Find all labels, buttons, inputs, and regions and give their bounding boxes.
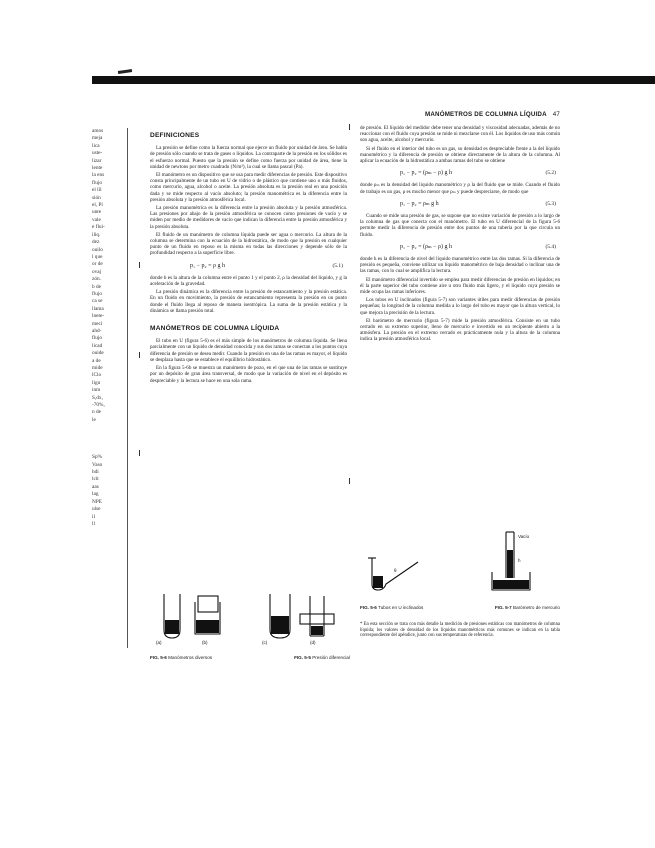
margin-fragment: el líl [92,187,102,194]
margin-fragment: ouilo [92,246,103,253]
equation-5-3 [400,201,556,207]
manometer-figure-svg [150,590,350,648]
equation-text: p₁ − p₂ = (ρₘ − ρ) g h [400,170,452,177]
paragraph: El tubo en U (figura 5-6) es el más simple de los manómetros de columna líquida. Se llena parcialmente con un líquido de densidad conocida y sus dos ramas se conectan a los puntos cuya diferencia de presión se desea medir. Cuando la presión en una de las ramas es mayor, el líquido se desplaza hasta que se establece el equilibrio hidrostático. [150,338,347,363]
margin-fragment: il [92,513,95,520]
svg-text:(a): (a) [156,640,162,645]
paragraph: El barómetro de mercurio (figura 5-7) mide la presión atmosférica. Consiste en un tubo cerrado en su extremo superior, lleno de mercurio e invertido en un recipiente abierto a la atmósfera. La presión en el extremo cerrado es prácticamente nula y la altura de la columna indica la presión atmosférica local. [360,317,560,343]
margin-fragment: dez [92,239,100,246]
margin-fragment: lcit [92,476,99,483]
paragraph: El manómetro diferencial invertido se emplea para medir diferencias de presión en líquidos; en él la parte superior del tubo contiene aire u otro fluido más ligero, y el líquido cuya presión se mide ocupa las ramas inferiores. [360,276,560,296]
margin-tick [139,450,140,456]
margin-fragment: ligu [92,379,101,386]
equation-number: (5.4) [545,243,556,250]
margin-fragment: n de [92,409,101,416]
margin-fragment: ouide [92,350,104,357]
margin-fragment: ovaj [92,268,102,275]
margin-fragment: uste- [92,150,103,157]
margin-fragment: licad [92,342,103,349]
figure-caption: FIG. 5-7 Barómetro de mercurio [494,605,560,610]
margin-fragment: meja [92,135,103,142]
margin-fragment: el, Pi [92,202,103,209]
equation-text: p₁ − p₂ = ρ g h [190,262,225,269]
margin-fragment: mide [92,365,103,371]
margin-fragment: lClo [92,372,102,379]
margin-fragment: ahd- [92,327,102,334]
right-column [360,125,560,345]
margin-fragment: lag [92,491,99,498]
margin-fragment: a de [92,357,101,364]
paragraph: La presión dinámica es la diferencia entre la presión de estancamiento y la presión estática. En un fluido en movimiento, la presión de estancamiento representa la presión en un punto donde el fluido llega al reposo de manera isentrópica. La suma de la presión estática y la dinámica se llama presión total. [150,289,347,314]
paragraph: donde ρₘ es la densidad del líquido manométrico y ρ la del fluido que se mide. Cuando el fluido de trabajo es un gas, ρ es mucho menor que ρₘ y puede despreciarse, de modo que [360,182,560,195]
left-figures [150,590,350,660]
paragraph: La presión se define como la fuerza normal que ejerce un fluido por unidad de área. Se habla de presión sólo cuando se trata de gases o líquidos. La contraparte de la presión en los sólidos es el esfuerzo normal. Puesto que la presión se define como fuerza por unidad de área, tiene la unidad de newtons por metro cuadrado (N/m²), la cual se llama pascal (Pa). [150,145,347,170]
margin-fragment: amos [92,128,104,134]
equation-number: (5.3) [545,200,556,207]
margin-fragment: ll [92,520,95,527]
svg-text:(c): (c) [262,640,268,645]
equation-number: (5.1) [332,262,343,269]
margin-fragment: vale [92,216,101,223]
equation-text: p₁ − p₂ = (ρₘ − ρ) g h [400,243,452,250]
margin-fragment: lente [92,165,103,172]
margin-fragment: ca se [92,298,103,305]
margin-fragment: sión [92,194,101,201]
paragraph: Cuando se mide una presión de gas, se supone que no existe variación de presión a lo largo de la columna de gas que conecta con el manómetro. El tubo en U diferencial de la figura 5-6 permite medir la diferencia de presión entre dos puntos de una tubería por la que circula un fluido. [360,213,560,238]
paragraph: de presión. El líquido del medidor debe tener una densidad y viscosidad adecuadas, además de no reaccionar con el fluido cuya presión se mide ni mezclarse con él. Los líquidos de uso más común son agua, aceite, alcohol y mercurio. [360,125,560,144]
section-heading-manometros: MANÓMETROS DE COLUMNA LÍQUIDA [150,325,280,333]
margin-fragment: le [92,416,96,423]
right-figures [360,528,560,612]
margin-fragment: flujo [92,335,103,342]
section-heading-definiciones: DEFINICIONES [150,132,200,139]
svg-text:Vacío: Vacío [518,534,530,539]
equation-5-4 [400,244,556,250]
margin-fragment: llama [92,305,104,312]
margin-fragment: or de [92,261,103,268]
margin-fragment: NPE [92,498,103,505]
margin-fragment: zón. [92,276,101,283]
margin-fragment: lizar [92,157,102,164]
left-margin-fragments [92,128,122,528]
margin-fragment: Vaso [92,461,103,468]
margin-fragment: b de [92,283,101,290]
margin-fragment: unte [92,209,102,216]
margin-fragment: -70%, [92,402,105,409]
margin-fragment: inm [92,387,101,394]
margin-fragment: e flui- [92,224,105,231]
page-top-bar [92,76,655,84]
svg-text:h: h [518,558,521,563]
margin-fragment: iliq. [92,231,101,238]
margin-fragment: Sp% [92,454,103,461]
margin-fragment: hdi [92,469,99,476]
equation-5-1 [190,263,343,269]
figure-caption: FIG. 5-5 Presión diferencial [294,655,350,660]
running-header [425,111,649,118]
margin-rule [127,128,128,648]
margin-tick [139,352,140,358]
svg-text:θ: θ [394,568,397,573]
left-column [150,133,347,386]
footnote: * En esta sección se trata con más detalle la medición de presiones estáticas con manómetros de columna líquida; los valores de densidad de los líquidos manométricos más comunes se indican en la tabla correspondiente del apéndice, junto con sus temperaturas de referencia. [360,622,560,639]
equation-5-2 [400,170,556,176]
figure-caption: FIG. 5-6 Manómetros diversos [150,655,213,660]
equation-text: p₁ − p₂ = ρₘ g h [400,200,439,207]
margin-fragment: S,dx, [92,394,103,401]
margin-fragment: aas [92,483,99,490]
margin-fragment: meci [92,320,103,327]
margin-tick [349,478,350,484]
paragraph: donde h es la altura de la columna entre el punto 1 y el punto 2, ρ la densidad del líquido, y g la aceleración de la gravedad. [150,274,347,288]
margin-fragment: lica [92,142,100,149]
margin-fragment: flujo [92,290,103,297]
paragraph: La presión manométrica es la diferencia entre la presión absoluta y la presión atmosférica. Las presiones por abajo de la presión atmosférica se conocen como presiones de vacío y se miden por medio de medidores de vacío que indican la diferencia entre la presión atmosférica y la presión absoluta. [150,205,347,230]
equation-number: (5.2) [545,170,556,177]
paragraph: En la figura 5-6b se muestra un manómetro de pozo, en el que una de las ramas se sustituye por un depósito de gran área transversal, de modo que la variación de nivel en el depósito es despreciable y la lectura se hace en una sola rama. [150,365,347,384]
margin-fragment: l que [92,253,103,260]
margin-fragment: ulse [92,506,101,513]
margin-fragment: la ens [92,172,105,179]
margin-fragment: flujo [92,179,103,186]
header-title: MANÓMETROS DE COLUMNA LÍQUIDA [425,111,547,118]
paragraph: El manómetro es un dispositivo que se usa para medir diferencias de presión. Este dispositivo consta principalmente de un tubo en U de vidrio o de plástico que contiene uno o más fluidos, como mercurio, agua, alcohol o aceite. La presión absoluta es la presión real en una posición dada y se mide respecto al vacío absoluto; la presión manométrica es la diferencia entre la presión absoluta y la presión atmosférica local. [150,172,347,203]
page-number: 47 [552,111,561,118]
svg-text:(b): (b) [202,640,208,645]
figure-caption: FIG. 5-6 Tubos en U inclinados [360,605,424,610]
paragraph: donde h es la diferencia de nivel del líquido manométrico entre las dos ramas. Si la diferencia de presión es pequeña, conviene utilizar un líquido manométrico de baja densidad o inclinar una de las ramas, con lo cual se amplifica la lectura. [360,256,560,275]
margin-tick [139,262,140,268]
inclined-and-barometer-svg [360,528,560,598]
scan-mark [118,69,132,74]
margin-tick [349,124,350,130]
paragraph: Los tubos en U inclinados (figura 5-7) son variantes útiles para medir diferencias de presión pequeñas; la longitud de la columna medida a lo largo del tubo es mayor que la altura vertical, lo que mejora la precisión de la lectura. [360,297,560,316]
svg-text:(d): (d) [310,640,316,645]
paragraph: El fluido de un manómetro de columna líquida puede ser agua o mercurio. La altura de la columna se determina con la ecuación de la hidrostática, de modo que la presión en cualquier punto de un fluido en reposo es la misma en todas las direcciones y depende sólo de la profundidad respecto a la superficie libre. [150,231,347,257]
paragraph: Si el fluido en el interior del tubo es un gas, su densidad es despreciable frente a la del líquido manométrico y la diferencia de presión se obtiene directamente de la altura de la columna. Al aplicar la ecuación de la hidrostática a ambas ramas del tubo se obtiene [360,145,560,165]
margin-fragment: lnete- [92,313,105,320]
